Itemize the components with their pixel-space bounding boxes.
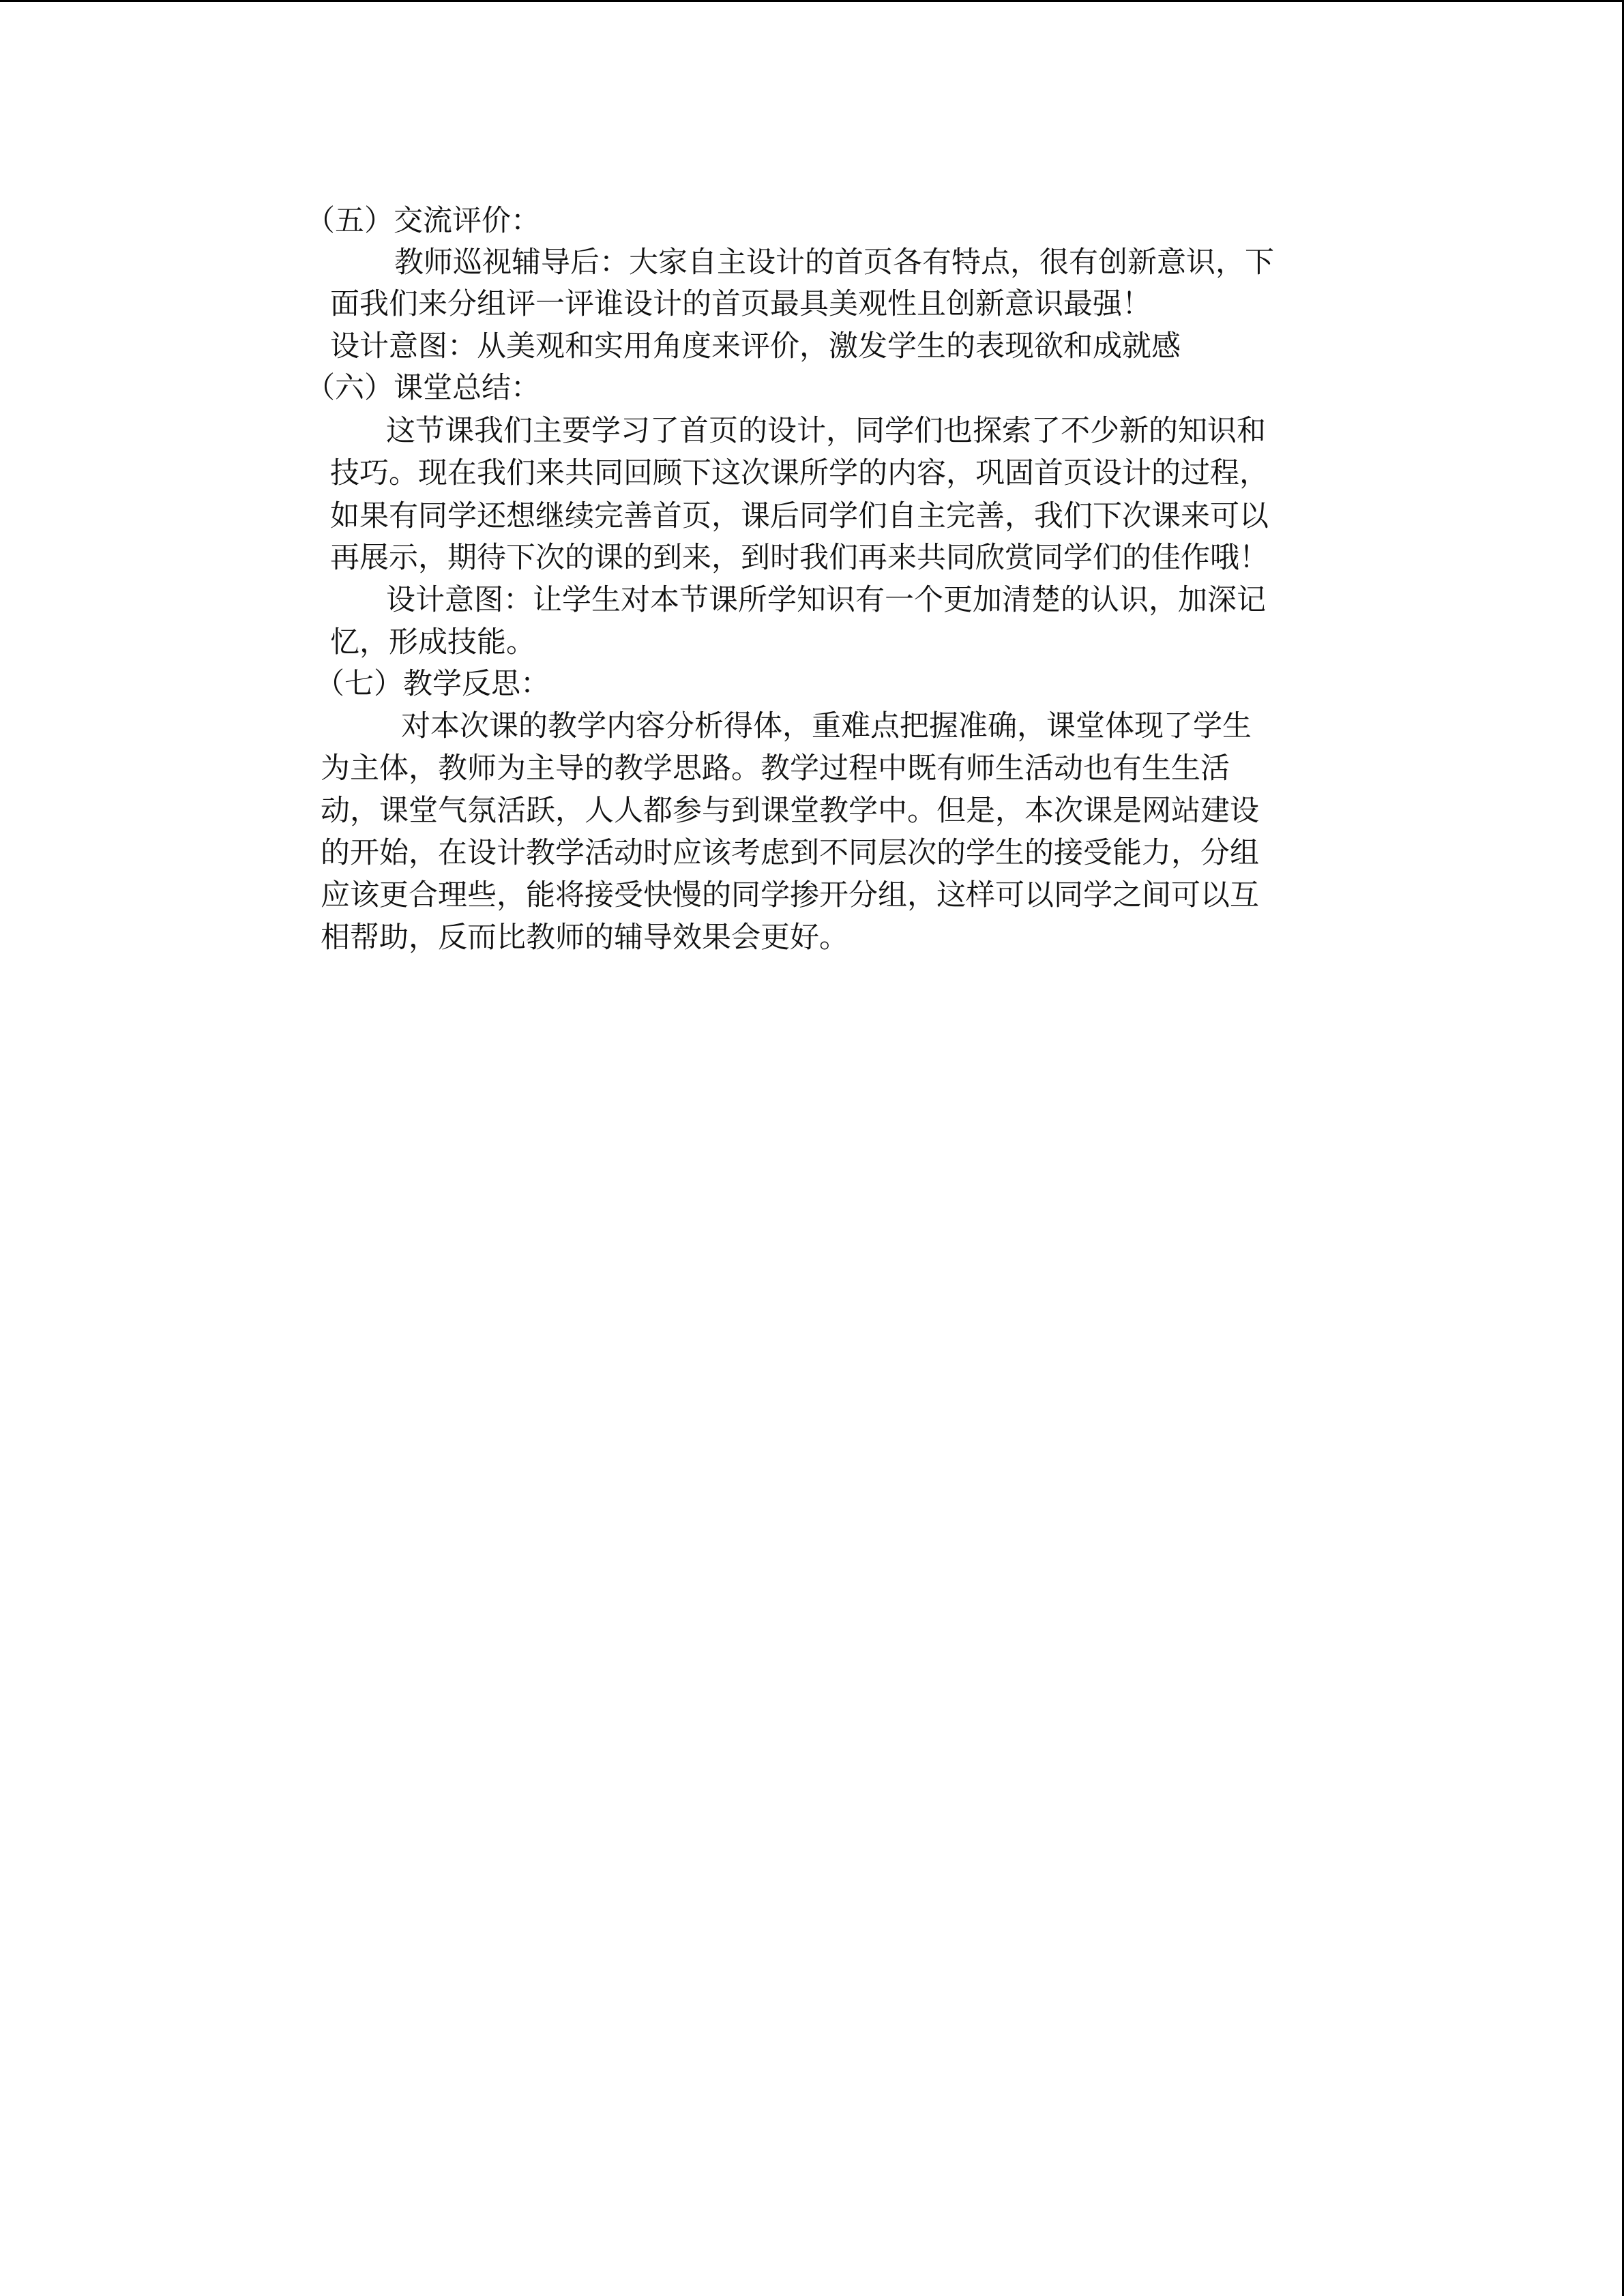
paragraph-line: 为主体，教师为主导的教学思路。教学过程中既有师生活动也有生生活: [321, 751, 1230, 786]
paragraph-line: 技巧。现在我们来共同回顾下这次课所学的内容，巩固首页设计的过程，: [330, 456, 1269, 490]
paragraph-line: 如果有同学还想继续完善首页，课后同学们自主完善，我们下次课来可以: [330, 499, 1269, 533]
paragraph-line: 教师巡视辅导后：大家自主设计的首页各有特点，很有创新意识，下: [394, 245, 1274, 280]
paragraph-line: 的开始，在设计教学活动时应该考虑到不同层次的学生的接受能力，分组: [321, 836, 1259, 870]
design-intent-line: 设计意图：从美观和实用角度来评价，激发学生的表现欲和成就感: [330, 329, 1181, 363]
paragraph-line: 面我们来分组评一评谁设计的首页最具美观性且创新意识最强！: [330, 287, 1151, 321]
paragraph-line: 相帮助，反而比教师的辅导效果会更好。: [321, 921, 848, 955]
paragraph-line: 这节课我们主要学习了首页的设计，同学们也探索了不少新的知识和: [386, 414, 1266, 448]
design-intent-line: 设计意图：让学生对本节课所学知识有一个更加清楚的认识，加深记: [386, 583, 1266, 617]
design-intent-line: 忆，形成技能。: [330, 625, 535, 659]
paragraph-line: 再展示，期待下次的课的到来，到时我们再来共同欣赏同学们的佳作哦！: [330, 541, 1269, 575]
paragraph-line: 对本次课的教学内容分析得体，重难点把握准确，课堂体现了学生: [401, 709, 1252, 743]
section-heading: （七）教学反思：: [315, 667, 550, 701]
paragraph-line: 动，课堂气氛活跃，人人都参与到课堂教学中。但是，本次课是网站建设: [321, 794, 1259, 828]
section-heading: （五）交流评价：: [306, 204, 540, 238]
paragraph-line: 应该更合理些，能将接受快慢的同学掺开分组，这样可以同学之间可以互: [321, 878, 1259, 912]
section-heading: （六）课堂总结：: [306, 371, 540, 405]
